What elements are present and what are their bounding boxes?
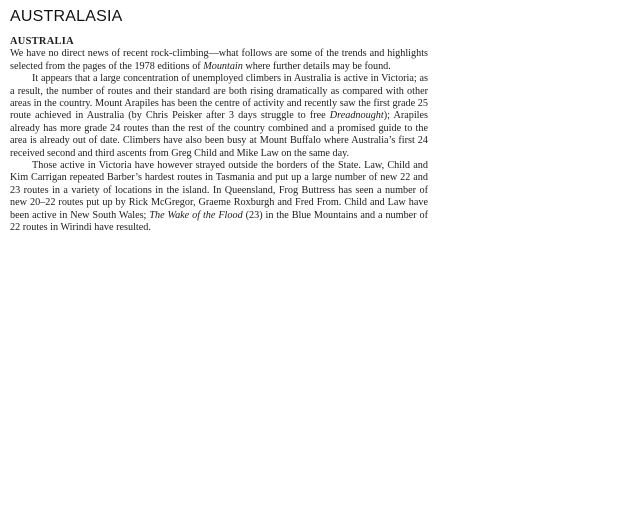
paragraph-2-text-a: It appears that a large concentration of unemployed climbers in Australia is active in Victoria; as a result, the number of routes and their standard are both rising dramatically as compared with other areas in the country. Mount Arapiles has been the centre of activity and recently saw the first grade 25 route achieved in Australia (by Chris Peisker after 3 days struggle to free bbox=[10, 73, 428, 122]
paragraph-2-text-c: ); Arapiles already has more grade 24 routes than the rest of the country combined and a promised guide to the area is already out of date. Climbers have also been busy at Mount Buffalo where Australia’s first 24 received second and third ascents from Greg Child and Mike Law on the same day. bbox=[10, 110, 428, 159]
paragraph-3-text-c: (23) in the Blue Mountains and a number of 22 routes in Wirindi have resulted. bbox=[10, 209, 428, 234]
paragraph-1-text-a: We have no direct news of recent rock-climbing—what follows are some of the trends and highlights selected from the pages of the 1978 editions of bbox=[10, 48, 428, 72]
paragraph-1-text-c: where further details may be found. bbox=[242, 60, 391, 72]
page-title: AUSTRALASIA bbox=[10, 8, 123, 25]
paragraph-2 bbox=[10, 73, 428, 160]
paragraph-1-italic-title: Mountain bbox=[203, 60, 243, 72]
paragraph-1 bbox=[10, 48, 428, 73]
paragraph-2-italic-route: Dreadnought bbox=[329, 110, 384, 122]
article-body bbox=[10, 36, 428, 235]
paragraph-3 bbox=[10, 160, 428, 234]
paragraph-3-italic-route: The Wake of the Flood bbox=[149, 209, 243, 221]
paragraph-3-text-a: Those active in Victoria have however strayed outside the borders of the State. Law, Child and Kim Carrigan repeated Barber’s hardest routes in Tasmania and put up a large number of new 22 and 23 routes in a variety of locations in the island. In Queensland, Frog Buttress has seen a number of new 20–22 routes put up by Rick McGregor, Graeme Roxburgh and Fred From. Child and Law have been active in New South Wales; bbox=[10, 160, 428, 221]
section-heading: AUSTRALIA bbox=[10, 36, 74, 47]
